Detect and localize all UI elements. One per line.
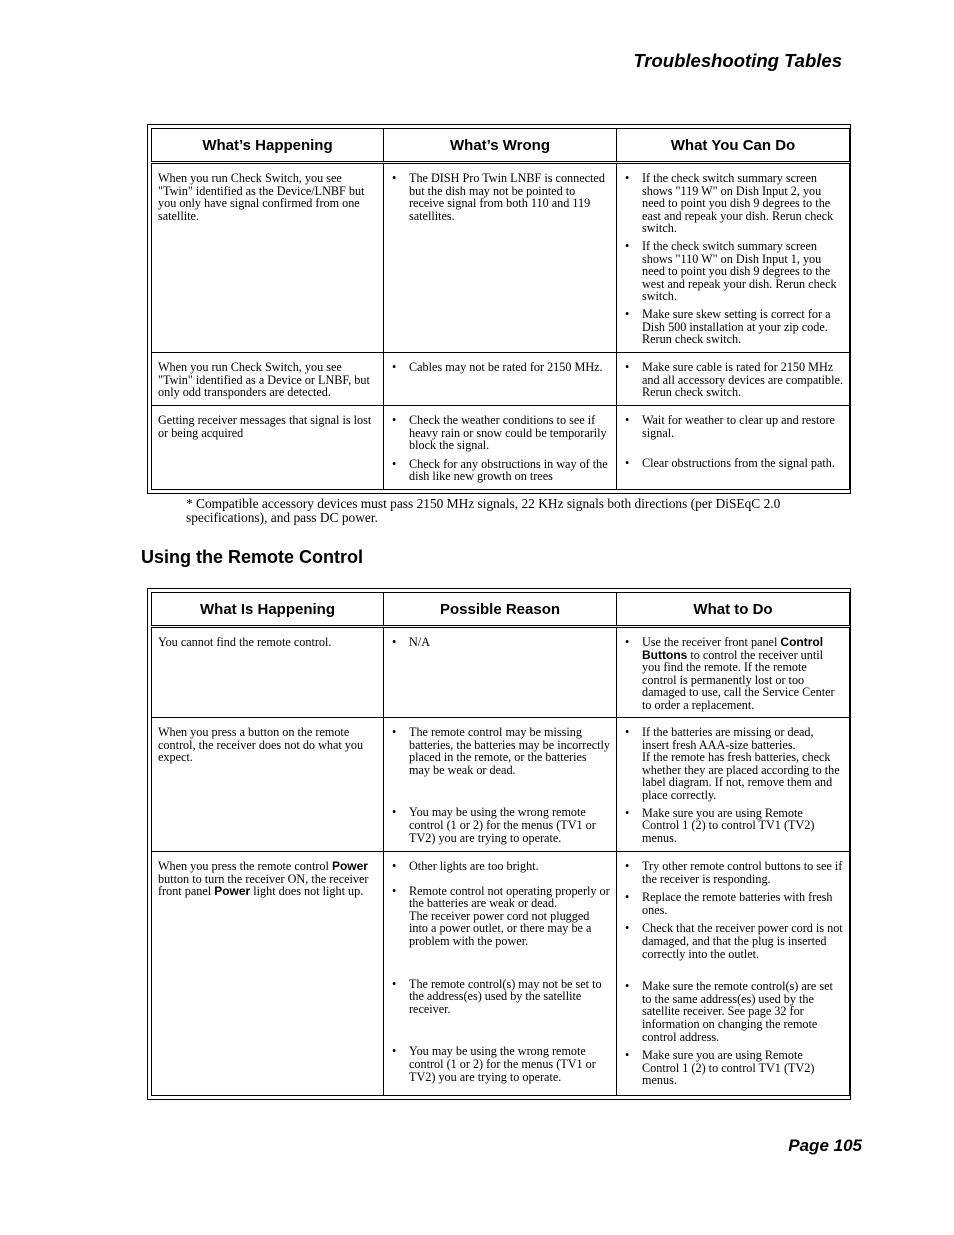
list-item [642,636,843,712]
list-item: • Make sure skew setting is correct for a Dish 500 installation at your zip code. Rerun check switch. [642,308,843,346]
section-title: Using the Remote Control [141,547,364,567]
todo-cell [617,852,850,1096]
happening-cell: When you press a button on the remote control, the receiver does not do what you expect. [152,718,384,852]
wrong-cell [384,163,617,353]
happening-cell: You cannot find the remote control. [152,627,384,718]
troubleshooting-table [147,124,851,494]
page-header-title: Troubleshooting Tables [633,50,842,71]
list-item: • Check the weather conditions to see if heavy rain or snow could be temporarily block the signal. [409,414,610,452]
text-segment: If the batteries are missing or dead, insert fresh AAA-size batteries. [642,725,814,752]
table-row [152,852,850,1096]
page-number: Page 105 [788,1136,862,1155]
text-segment: Remote control not operating properly or the batteries are weak or dead. [409,883,610,911]
list-item [642,726,843,802]
wrong-cell [384,406,617,490]
list-item: • Cables may not be rated for 2150 MHz. [409,361,610,374]
list-item: • Check that the receiver power cord is not damaged, and that the plug is inserted correctly into the outlet. [642,922,843,960]
table-row [152,627,850,718]
reason-cell [384,718,617,852]
list-item: • Other lights are too bright. [409,860,610,873]
list-item [409,885,610,948]
bold-text: Control Buttons [642,635,824,662]
todo-cell [617,353,850,406]
todo-cell [617,627,850,718]
list-item: • Make sure cable is rated for 2150 MHz and all accessory devices are compatible. Rerun check switch. [642,361,843,399]
bold-text: Power [214,884,251,899]
text-segment: light does not light up. [250,884,364,899]
happening-cell [152,852,384,1096]
reason-cell [384,852,617,1096]
list-item: • The remote control may be missing batteries, the batteries may be incorrectly placed in the remote, or the batteries may be weak or dead. [409,726,610,776]
table-row [152,353,850,406]
list-item: • Check for any obstructions in way of the dish like new growth on trees [409,458,610,483]
happening-cell: When you run Check Switch, you see "Twin" identified as a Device or LNBF, but only odd transponders are detected. [152,353,384,406]
happening-cell: Getting receiver messages that signal is lost or being acquired [152,406,384,490]
wrong-cell [384,353,617,406]
todo-cell [617,718,850,852]
list-item: • Make sure you are using Remote Control 1 (2) to control TV1 (TV2) menus. [642,1049,843,1087]
todo-cell [617,163,850,353]
table-row [152,718,850,852]
text-segment: to control the receiver until you find the remote. If the remote control is permanently lost or too damaged to use, call the Service Center to order a replacement. [642,647,835,712]
table-row [152,163,850,353]
text-segment: The receiver power cord not plugged into a power outlet, or there may be a problem with the power. [409,908,592,948]
column-header-whats-happening: What’s Happening [152,129,384,163]
footnote: * Compatible accessory devices must pass 2150 MHz signals, 22 KHz signals both directions (per DiSEqC 2.0 specifications), and pass DC power. [186,496,781,525]
list-item: • Replace the remote batteries with fresh ones. [642,891,843,916]
list-item: • The remote control(s) may not be set to the address(es) used by the satellite receiver. [409,978,610,1016]
todo-cell [617,406,850,490]
text-segment: If the remote has fresh batteries, check whether they are placed according to the label diagram. If not, remove them and place correctly. [642,750,840,802]
bold-text: Power [331,859,368,873]
column-header-whats-wrong: What’s Wrong [384,129,617,163]
list-item: • If the check switch summary screen shows "119 W" on Dish Input 2, you need to point you dish 9 degrees to the east and repeak your dish. Rerun check switch. [642,172,843,235]
list-item: • The DISH Pro Twin LNBF is connected but the dish may not be pointed to receive signal from both 110 and 119 satellites. [409,172,610,222]
remote-control-table [147,588,851,1100]
text-segment: When you press the remote control [158,859,332,873]
list-item: • Make sure the remote control(s) are set to the same address(es) used by the satellite receiver. See page 32 for information on changing the remote control address. [642,980,843,1043]
table-row [152,406,850,490]
list-item: • You may be using the wrong remote control (1 or 2) for the menus (TV1 or TV2) you are trying to operate. [409,1045,610,1083]
list-item: • You may be using the wrong remote control (1 or 2) for the menus (TV1 or TV2) you are trying to operate. [409,806,610,844]
happening-cell: When you run Check Switch, you see "Twin" identified as the Device/LNBF but you only have signal confirmed from one satellite. [152,163,384,353]
list-item: • Wait for weather to clear up and restore signal. [642,414,843,439]
list-item: • Make sure you are using Remote Control 1 (2) to control TV1 (TV2) menus. [642,807,843,845]
reason-cell [384,627,617,718]
column-header-possible-reason: Possible Reason [384,593,617,627]
list-item: • Try other remote control buttons to see if the receiver is responding. [642,860,843,885]
column-header-what-to-do: What to Do [617,593,850,627]
list-item: • Clear obstructions from the signal path. [642,457,843,470]
text-segment: button to turn the receiver ON, the receiver front panel [158,871,369,899]
column-header-what-you-can-do: What You Can Do [617,129,850,163]
list-item: • N/A [409,636,610,649]
text-segment: Use the receiver front panel [642,635,781,649]
column-header-what-is-happening: What Is Happening [152,593,384,627]
list-item: • If the check switch summary screen shows "110 W" on Dish Input 1, you need to point you dish 9 degrees to the west and repeak your dish. Rerun check switch. [642,240,843,303]
